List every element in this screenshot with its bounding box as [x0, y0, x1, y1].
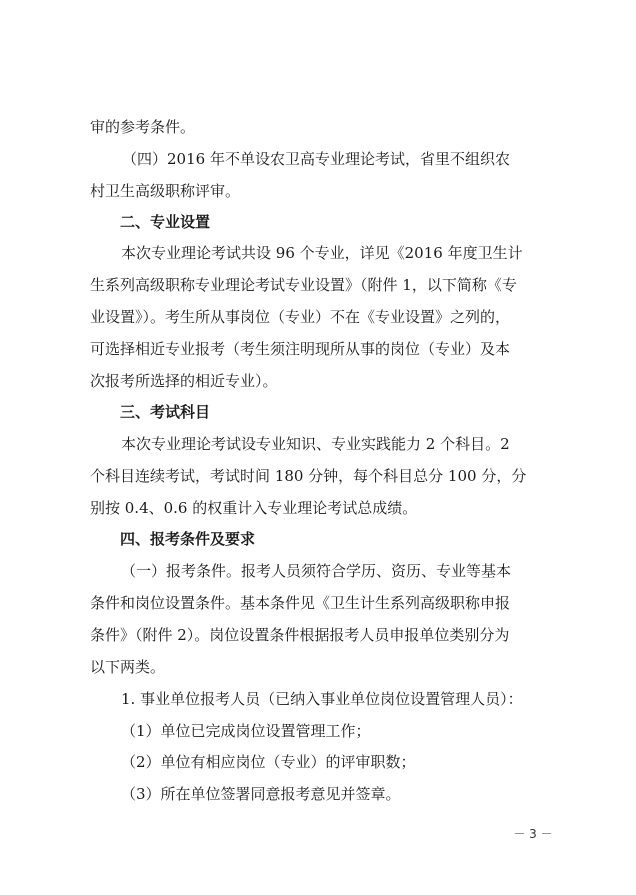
section-heading: 四、报考条件及要求	[120, 530, 256, 548]
paragraph-line: 条件》（附件 2）。岗位设置条件根据报考人员申报单位类别分为	[90, 626, 510, 644]
paragraph-line: 以下两类。	[90, 658, 166, 676]
paragraph-line: （四）2016 年不单设农卫高专业理论考试，省里不组织农	[122, 150, 510, 168]
section-heading: 三、考试科目	[120, 403, 211, 421]
paragraph-line: 别按 0.4、0.6 的权重计入专业理论考试总成绩。	[90, 499, 418, 517]
paragraph-line: 生系列高级职称专业理论考试专业设置》（附件 1，以下简称《专	[90, 276, 517, 294]
paragraph-line: 次报考所选择的相近专业）。	[90, 372, 278, 390]
paragraph-line: 可选择相近专业报考（考生须注明现所从事的岗位（专业）及本	[90, 340, 511, 358]
paragraph-line: 审的参考条件。	[90, 118, 196, 136]
paragraph-line: 本次专业理论考试共设 96 个专业，详见《2016 年度卫生计	[121, 244, 523, 262]
page-number: － 3 －	[513, 827, 553, 841]
paragraph-line: 村卫生高级职称评审。	[90, 182, 241, 200]
paragraph-line: 本次专业理论考试设专业知识、专业实践能力 2 个科目。2	[121, 435, 510, 453]
paragraph-line: （一）报考条件。报考人员须符合学历、资历、专业等基本	[121, 562, 512, 580]
list-item: （3）所在单位签署同意报考意见并签章。	[121, 785, 401, 803]
list-item: （2）单位有相应岗位（专业）的评审职数；	[121, 753, 416, 771]
list-item: （1）单位已完成岗位设置管理工作；	[121, 722, 371, 740]
paragraph-line: 个科目连续考试，考试时间 180 分钟，每个科目总分 100 分，分	[90, 467, 527, 485]
section-heading: 二、专业设置	[120, 213, 211, 231]
paragraph-line: 条件和岗位设置条件。基本条件见《卫生计生系列高级职称申报	[90, 594, 511, 612]
paragraph-line: 1. 事业单位报考人员（已纳入事业单位岗位设置管理人员）：	[121, 690, 523, 708]
paragraph-line: 业设置》）。考生所从事岗位（专业）不在《专业设置》之列的，	[90, 308, 511, 326]
